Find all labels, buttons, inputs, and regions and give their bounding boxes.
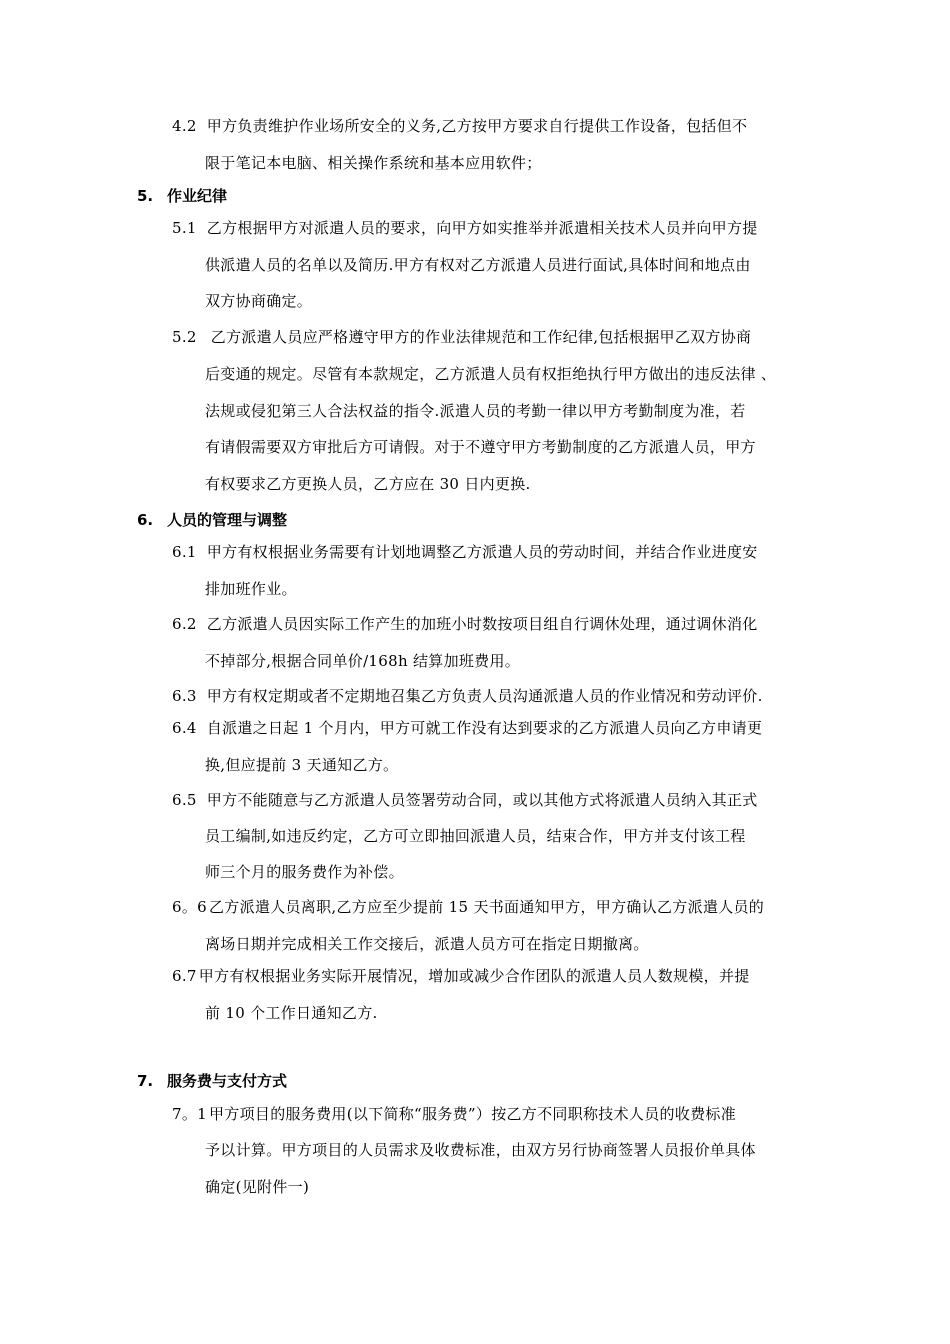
clause-6-3-number: 6.3: [172, 687, 197, 705]
clause-6-7-text: 甲方有权根据业务实际开展情况，增加或减少合作团队的派遣人员人数规模，并提: [198, 967, 750, 985]
clause-4-2-text: 甲方负责维护作业场所安全的义务,乙方按甲方要求自行提供工作设备，包括但不: [206, 117, 748, 135]
clause-4-2-line-1: [172, 116, 747, 136]
section-5-number: 5.: [137, 187, 154, 205]
clause-5-2-line-5: 有权要求乙方更换人员，乙方应在 30 日内更换.: [205, 475, 531, 493]
clause-6-5-line-1: [172, 790, 758, 810]
clause-6-4-line-2: 换,但应提前 3 天通知乙方。: [205, 756, 399, 774]
clause-5-2-line-4: 有请假需要双方审批后方可请假。对于不遵守甲方考勤制度的乙方派遣人员，甲方: [205, 438, 756, 456]
clause-6-5-line-2: 员工编制,如违反约定，乙方可立即抽回派遣人员，结束合作，甲方并支付该工程: [205, 827, 746, 845]
section-6-number: 6.: [137, 511, 154, 529]
clause-5-1-line-2: 供派遣人员的名单以及简历.甲方有权对乙方派遣人员进行面试,具体时间和地点由: [205, 256, 751, 274]
clause-6-2-number: 6.2: [172, 615, 197, 633]
section-7-title: 服务费与支付方式: [167, 1072, 288, 1090]
clause-7-1-number: 7。1: [172, 1105, 207, 1123]
clause-7-1-line-2: 予以计算。甲方项目的人员需求及收费标准，由双方另行协商签署人员报价单具体: [205, 1141, 756, 1159]
clause-6-6-text: 乙方派遣人员离职,乙方应至少提前 15 天书面通知甲方，甲方确认乙方派遣人员的: [209, 898, 765, 916]
clause-5-1-line-1: [172, 218, 758, 238]
clause-6-6-line-1: [172, 897, 764, 917]
clause-4-2-number: 4.2: [172, 117, 197, 135]
clause-6-3-line-1: [172, 686, 763, 706]
clause-6-4-number: 6.4: [172, 719, 197, 737]
clause-6-3-text: 甲方有权定期或者不定期地召集乙方负责人员沟通派遣人员的作业情况和劳动评价.: [206, 687, 763, 705]
section-6-title: 人员的管理与调整: [167, 511, 288, 529]
clause-7-1-text: 甲方项目的服务费用(以下简称“服务费”）按乙方不同职称技术人员的收费标准: [209, 1105, 736, 1123]
clause-6-5-text: 甲方不能随意与乙方派遣人员签署劳动合同，或以其他方式将派遣人员纳入其正式: [206, 791, 758, 809]
clause-6-6-number: 6。6: [172, 898, 207, 916]
section-7-number: 7.: [137, 1072, 154, 1090]
clause-5-2-line-1: [172, 327, 751, 347]
section-7-heading: [137, 1071, 287, 1091]
clause-6-4-text: 自派遣之日起 1 个月内，甲方可就工作没有达到要求的乙方派遣人员向乙方申请更: [206, 719, 763, 737]
clause-4-2-line-2: 限于笔记本电脑、相关操作系统和基本应用软件；: [205, 154, 542, 172]
clause-6-4-line-1: [172, 718, 762, 738]
clause-7-1-line-3: 确定(见附件一): [205, 1178, 310, 1196]
clause-6-1-line-1: [172, 542, 758, 562]
clause-6-2-text: 乙方派遣人员因实际工作产生的加班小时数按项目组自行调休处理，通过调休消化: [206, 615, 758, 633]
clause-5-2-line-3: 法规或侵犯第三人合法权益的指令.派遣人员的考勤一律以甲方考勤制度为准，若: [205, 402, 746, 420]
clause-5-1-text: 乙方根据甲方对派遣人员的要求，向甲方如实推举并派遣相关技术人员并向甲方提: [206, 219, 758, 237]
clause-6-2-line-2: 不掉部分,根据合同单价/168h 结算加班费用。: [205, 652, 521, 670]
clause-5-2-number: 5.2: [172, 328, 197, 346]
clause-6-1-text: 甲方有权根据业务需要有计划地调整乙方派遣人员的劳动时间，并结合作业进度安: [206, 543, 758, 561]
clause-6-1-line-2: 排加班作业。: [205, 580, 297, 598]
clause-6-5-line-3: 师三个月的服务费作为补偿。: [205, 863, 404, 881]
clause-5-1-line-3: 双方协商确定。: [205, 292, 313, 310]
clause-6-7-number: 6.7: [172, 967, 197, 985]
clause-6-7-line-2: 前 10 个工作日通知乙方.: [205, 1004, 378, 1022]
section-5-heading: [137, 186, 227, 206]
section-6-heading: [137, 510, 287, 530]
section-5-title: 作业纪律: [167, 187, 228, 205]
clause-7-1-line-1: [172, 1104, 736, 1124]
clause-5-2-text: 乙方派遣人员应严格遵守甲方的作业法律规范和工作纪律,包括根据甲乙双方协商: [210, 328, 752, 346]
clause-6-1-number: 6.1: [172, 543, 197, 561]
clause-6-6-line-2: 离场日期并完成相关工作交接后，派遣人员方可在指定日期撤离。: [205, 935, 649, 953]
clause-6-2-line-1: [172, 614, 758, 634]
clause-5-1-number: 5.1: [172, 219, 197, 237]
clause-6-7-line-1: [172, 966, 750, 986]
clause-6-5-number: 6.5: [172, 791, 197, 809]
clause-5-2-line-2: 后变通的规定。尽管有本款规定，乙方派遣人员有权拒绝执行甲方做出的违反法律 、: [205, 365, 777, 383]
